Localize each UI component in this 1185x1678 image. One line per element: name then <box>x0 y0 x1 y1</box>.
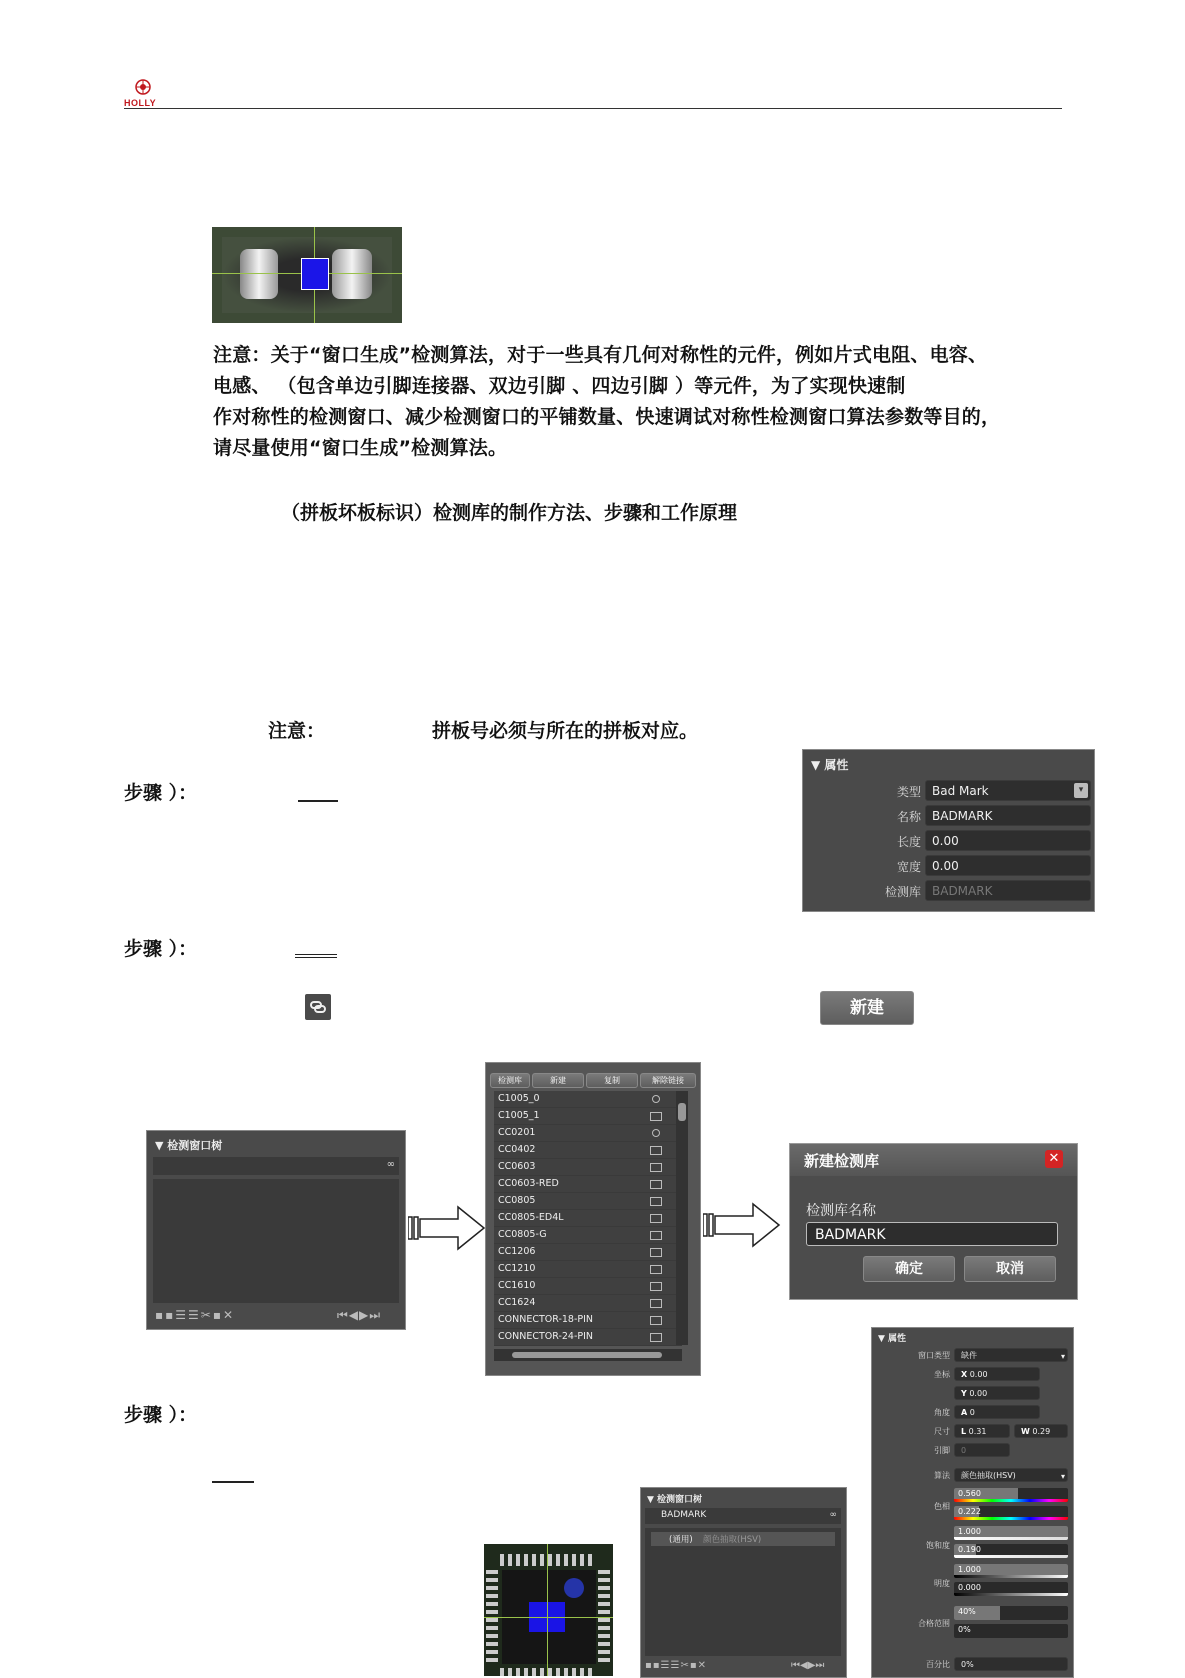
brightness-slider-low[interactable] <box>954 1582 1068 1596</box>
saturation-label: 饱和度 <box>926 1541 950 1550</box>
name-label: 名称 <box>896 810 921 824</box>
pin-field: 0 <box>954 1443 1010 1457</box>
library-name-input[interactable]: BADMARK <box>806 1222 1058 1246</box>
library-list-item[interactable] <box>494 1244 682 1261</box>
library-item-label: CC0805-G <box>498 1229 547 1240</box>
tree2-root-label: BADMARK <box>661 1510 707 1520</box>
window-icon <box>650 1248 662 1257</box>
step2-underline <box>295 954 337 958</box>
inspection-tree-panel-2 <box>640 1487 847 1678</box>
hue-slider-low[interactable] <box>954 1506 1068 1520</box>
library-item-label: CC0805-ED4L <box>498 1212 564 1223</box>
chevron-down-icon[interactable]: ▾ <box>1060 1352 1065 1361</box>
algorithm-select[interactable] <box>954 1468 1068 1482</box>
library-list-item[interactable] <box>494 1108 682 1125</box>
length-field[interactable]: 0.00 <box>925 830 1091 851</box>
link-icon[interactable]: ∞ <box>386 1159 395 1170</box>
note1-line1: 注意：关于“窗口生成”检测算法，对于一些具有几何对称性的元件，例如片式电阻、电容、 <box>213 344 988 366</box>
library-scrollbar[interactable] <box>676 1091 688 1345</box>
tab-unlink[interactable]: 解除链接 <box>640 1073 696 1088</box>
library-list-item[interactable] <box>494 1142 682 1159</box>
sat-low-value: 0.190 <box>958 1545 981 1554</box>
tree-header-row <box>153 1157 399 1175</box>
tree2-title: ▼ 检测窗口树 <box>647 1495 703 1505</box>
library-list-item[interactable] <box>494 1210 682 1227</box>
library-item-label: CC1210 <box>498 1263 536 1274</box>
tab-new[interactable]: 新建 <box>532 1073 584 1088</box>
tree2-child-tag: (通用) <box>669 1535 693 1545</box>
chip-resistor-image <box>212 227 402 323</box>
percent-label: 百分比 <box>926 1660 950 1669</box>
l-value: 0.31 <box>968 1427 987 1436</box>
l-field[interactable]: L 0.31 <box>954 1424 1010 1438</box>
library-list-item[interactable] <box>494 1159 682 1176</box>
bright-low-value: 0.000 <box>958 1583 981 1592</box>
close-icon[interactable]: ✕ <box>1045 1150 1063 1168</box>
dialog-titlebar <box>790 1144 1077 1176</box>
range-slider-high[interactable] <box>954 1606 1068 1620</box>
window-icon <box>650 1231 662 1240</box>
window-type-value: 缺件 <box>961 1351 977 1360</box>
sat-high-value: 1.000 <box>958 1527 981 1536</box>
w-field[interactable]: W 0.29 <box>1014 1424 1068 1438</box>
note1-line2: 电感、 （包含单边引脚连接器、双边引脚 、四边引脚 ）等元件，为了实现快速制 <box>213 375 906 397</box>
angle-label: 角度 <box>934 1408 950 1417</box>
library-list-item[interactable] <box>494 1312 682 1329</box>
window-icon <box>650 1197 662 1206</box>
library-item-label: CC0603 <box>498 1161 536 1172</box>
pin-label: 引脚 <box>934 1446 950 1455</box>
name-field[interactable]: BADMARK <box>925 805 1091 826</box>
type-select[interactable] <box>925 780 1091 801</box>
library-list-item[interactable] <box>494 1125 682 1142</box>
dialog-title: 新建检测库 <box>804 1152 880 1170</box>
tree-body <box>153 1179 399 1303</box>
range-high-value: 40% <box>958 1607 976 1616</box>
window-icon <box>650 1333 662 1342</box>
library-list-item[interactable] <box>494 1091 682 1108</box>
library-panel <box>485 1062 701 1376</box>
window-type-label: 窗口类型 <box>918 1351 950 1360</box>
ic-chip-image <box>484 1544 613 1676</box>
note1-line4: 请尽量使用“窗口生成”检测算法。 <box>213 437 508 459</box>
window-icon <box>650 1112 662 1121</box>
w-value: 0.29 <box>1032 1427 1051 1436</box>
circle-icon <box>652 1129 660 1137</box>
hue-label: 色相 <box>934 1502 950 1511</box>
bright-high-value: 1.000 <box>958 1565 981 1574</box>
tree2-toolbar[interactable]: ▪▪☰☰✂▪✕ <box>645 1660 708 1671</box>
window-icon <box>650 1299 662 1308</box>
library-list-item[interactable] <box>494 1176 682 1193</box>
x-value: 0.00 <box>969 1370 988 1379</box>
step1-underline <box>298 800 338 802</box>
library-item-label: CC0201 <box>498 1127 536 1138</box>
tab-copy[interactable]: 复制 <box>586 1073 638 1088</box>
step2-label: 步骤 ）： <box>124 938 198 960</box>
library-name-label: 检测库名称 <box>806 1203 876 1219</box>
window-icon <box>650 1316 662 1325</box>
window-icon <box>650 1180 662 1189</box>
tab-library[interactable]: 检测库 <box>490 1073 530 1088</box>
tree2-child-row[interactable] <box>651 1532 835 1546</box>
library-item-label: CC1624 <box>498 1297 536 1308</box>
coord-label: 坐标 <box>934 1370 950 1379</box>
library-item-label: CC1206 <box>498 1246 536 1257</box>
hue-high-value: 0.560 <box>958 1489 981 1498</box>
note2-text: 拼板号必须与所在的拼板对应。 <box>432 720 699 742</box>
saturation-slider-low[interactable] <box>954 1544 1068 1558</box>
library-field: BADMARK <box>925 880 1091 901</box>
width-field[interactable]: 0.00 <box>925 855 1091 876</box>
saturation-slider-high[interactable] <box>954 1526 1068 1540</box>
props2-title: ▼ 属性 <box>878 1334 907 1344</box>
range-low-value: 0% <box>958 1625 971 1634</box>
note-window-generation <box>213 340 1073 464</box>
angle-value: 0 <box>969 1408 975 1417</box>
algorithm-properties-panel <box>871 1327 1074 1678</box>
library-list-item[interactable] <box>494 1261 682 1278</box>
tree2-child-algo: 颜色抽取(HSV) <box>703 1535 762 1545</box>
tree2-nav-icons[interactable]: ⏮◀▶⏭ <box>791 1660 825 1671</box>
section-title: （拼板坏板标识）检测库的制作方法、步骤和工作原理 <box>281 502 738 524</box>
type-label: 类型 <box>896 785 921 799</box>
link-icon[interactable]: ∞ <box>829 1510 837 1520</box>
library-item-label: CC0603-RED <box>498 1178 559 1189</box>
new-library-dialog <box>789 1143 1078 1300</box>
library-item-label: CC0402 <box>498 1144 536 1155</box>
holly-logo <box>124 78 164 108</box>
brightness-slider-high[interactable] <box>954 1564 1068 1578</box>
percent-field: 0% <box>954 1657 1068 1671</box>
length-label: 长度 <box>896 835 921 849</box>
library-list <box>494 1091 682 1345</box>
algorithm-value: 颜色抽取(HSV) <box>961 1471 1016 1480</box>
chevron-down-icon[interactable]: ▾ <box>1060 1472 1065 1481</box>
inspection-tree-panel <box>146 1130 406 1330</box>
circle-icon <box>652 1095 660 1103</box>
properties-panel <box>802 749 1095 912</box>
library-tabs <box>490 1073 694 1087</box>
library-item-label: CC0805 <box>498 1195 536 1206</box>
step3-label: 步骤 ）： <box>124 1404 198 1426</box>
y-field[interactable]: Y 0.00 <box>954 1386 1040 1400</box>
width-label: 宽度 <box>896 860 921 874</box>
chevron-down-icon[interactable]: ▾ <box>1074 783 1088 798</box>
hue-low-value: 0.222 <box>958 1507 981 1516</box>
ok-button[interactable]: 确定 <box>863 1256 955 1282</box>
tree-toolbar[interactable]: ▪▪☰☰✂▪✕ <box>155 1308 236 1322</box>
new-button[interactable]: 新建 <box>820 991 914 1025</box>
window-icon <box>650 1146 662 1155</box>
library-list-item[interactable] <box>494 1278 682 1295</box>
arrow-right-icon <box>703 1202 781 1248</box>
window-type-select[interactable] <box>954 1348 1068 1362</box>
library-item-label: CONNECTOR-24-PIN <box>498 1331 594 1342</box>
window-icon <box>650 1163 662 1172</box>
tree-nav-icons[interactable]: ⏮◀▶⏭ <box>337 1308 382 1322</box>
type-value: Bad Mark <box>932 784 989 798</box>
tree-title: ▼ 检测窗口树 <box>155 1139 223 1152</box>
library-item-label: C1005_0 <box>498 1093 540 1104</box>
arrow-right-icon <box>408 1205 486 1251</box>
algorithm-label: 算法 <box>934 1471 950 1480</box>
cancel-button[interactable]: 取消 <box>964 1256 1056 1282</box>
range-label: 合格范围 <box>918 1619 950 1628</box>
step3-underline <box>212 1481 254 1483</box>
library-hscrollbar[interactable] <box>494 1349 682 1361</box>
brightness-label: 明度 <box>934 1579 950 1588</box>
y-value: 0.00 <box>969 1389 988 1398</box>
library-list-item[interactable] <box>494 1227 682 1244</box>
tree2-body <box>645 1528 841 1656</box>
hue-slider-high[interactable] <box>954 1488 1068 1502</box>
size-label: 尺寸 <box>934 1427 950 1436</box>
step1-label: 步骤 ）： <box>124 782 198 804</box>
library-list-item[interactable] <box>494 1295 682 1312</box>
x-field[interactable]: X 0.00 <box>954 1367 1040 1381</box>
tree2-root-row[interactable] <box>645 1508 841 1524</box>
header-rule <box>124 108 1062 109</box>
range-slider-low[interactable] <box>954 1624 1068 1638</box>
note2-label: 注意： <box>268 720 326 742</box>
window-icon <box>650 1282 662 1291</box>
library-list-item[interactable] <box>494 1329 682 1346</box>
library-item-label: CONNECTOR-18-PIN <box>498 1314 594 1325</box>
library-item-label: C1005_1 <box>498 1110 540 1121</box>
angle-field[interactable]: A 0 <box>954 1405 1040 1419</box>
window-icon <box>650 1214 662 1223</box>
library-item-label: CC1610 <box>498 1280 536 1291</box>
link-icon[interactable] <box>305 994 331 1020</box>
window-icon <box>650 1265 662 1274</box>
note1-line3: 作对称性的检测窗口、减少检测窗口的平铺数量、快速调试对称性检测窗口算法参数等目的， <box>213 406 1001 428</box>
logo-text: HOLLY <box>124 98 157 108</box>
library-label: 检测库 <box>884 885 921 899</box>
library-list-item[interactable] <box>494 1193 682 1210</box>
properties-title: ▼ 属性 <box>811 758 849 772</box>
